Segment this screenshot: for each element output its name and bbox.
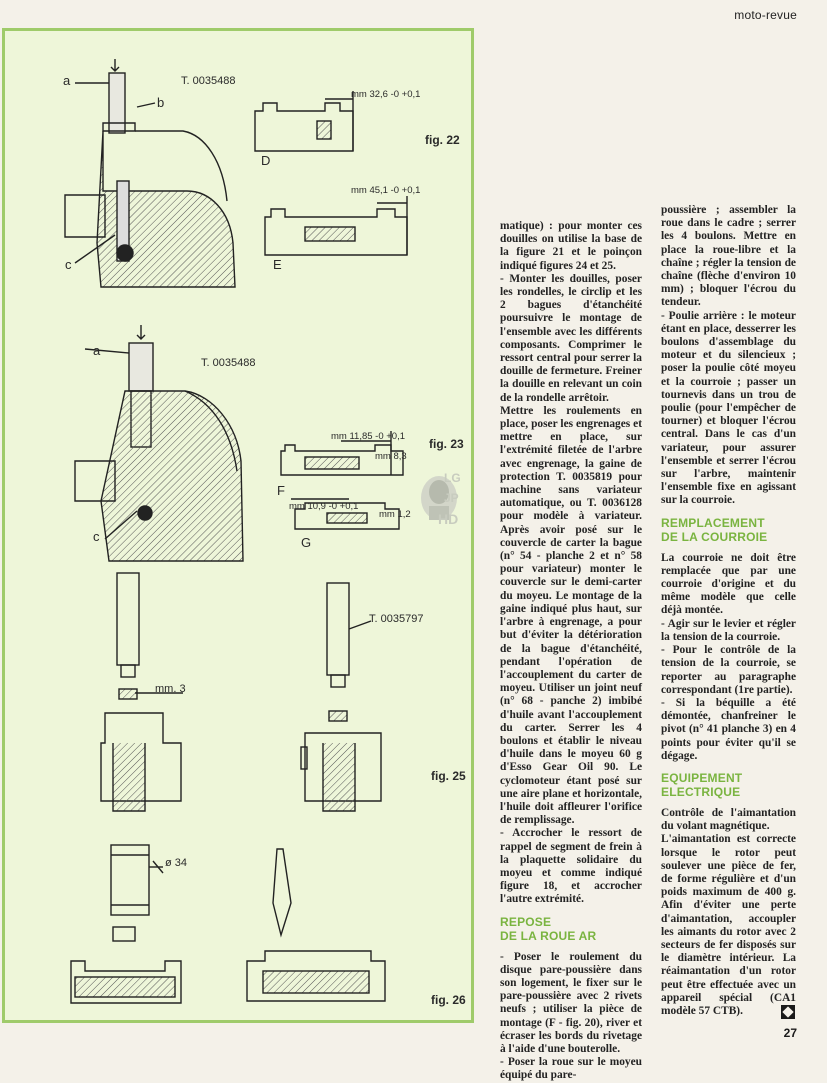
- fig26-drawing: [71, 845, 385, 1003]
- page-number: 27: [783, 1026, 797, 1040]
- svg-text:HD: HD: [438, 511, 459, 527]
- fig23-tool-ref: T. 0035488: [201, 357, 256, 369]
- paragraph: - Monter les douilles, poser les rondelles, le circlip et les 2 bagues d'étanchéité poursuivre le montage de l'ensemble avec les différents composants. Comprimer le ressort central pour serrer la douille de fermeture. Freiner la douille en relevant un coin de la rondelle arrêtoir.: [500, 272, 642, 404]
- paragraph: - Accrocher le ressort de rappel de segment de frein à la plaquette solidaire du moyeu et comme indiqué figure 18, et accrocher l'autre extrémité.: [500, 827, 642, 906]
- paragraph: - Poser le roulement du disque pare-poussière dans son logement, le fixer sur le pare-poussière avec 2 rivets neufs ; utiliser la pièce de montage (F - fig. 20), river et écraser les bords du rivetage à l'aide d'une bouterolle.: [500, 950, 642, 1055]
- fig26-dim: ø 34: [165, 857, 188, 869]
- paragraph: - Agir sur le levier et régler la tension de la courroie.: [661, 617, 796, 643]
- part-label-f: F: [277, 483, 285, 498]
- fig23-dim-g2: mm 1,2: [379, 509, 411, 520]
- fig23-dim-f: mm 11,85 -0 +0,1: [331, 431, 406, 442]
- fig23-caption: fig. 23: [429, 437, 464, 451]
- section-heading-repose-roue: REPOSE DE LA ROUE AR: [500, 914, 597, 943]
- fig23-dim-f2: mm 8,3: [375, 451, 407, 462]
- svg-text:JP: JP: [444, 491, 459, 505]
- paragraph: matique) : pour monter ces douilles on utilise la base de la figure 21 et le poinçon indiqué figures 24 et 25.: [500, 220, 642, 272]
- part-label-a: a: [93, 343, 101, 358]
- text-column-2: [661, 204, 796, 1018]
- fig22-dim-d: mm 32,6 -0 +0,1: [351, 89, 421, 100]
- paragraph: L'aimantation est correcte lorsque le rotor peut soulever une pièce de fer, de forme régulière et d'un poids maximum de 400 g. Afin d'éviter une perte d'aimantation, accoupler les aimants du rotor avec 2 secteurs de fer disposés sur le diamètre intérieur. La réaimantation d'un rotor peut être effectuée avec un appareil spécial (CA1 modèle 57 CTB).: [661, 833, 796, 1017]
- paragraph: - Poulie arrière : le moteur étant en place, desserrer les boulons d'assemblage du moteur et du silencieux ; poser la poulie côté moyeu et la courroie ; passer un tournevis dans un trou de poulie (pour l'empêcher de tourner) et bloquer l'écrou central. Dans le cas d'un variateur, pour assurer l'ensemble et serrer l'écrou sur l'arbre, maintenir l'ensemble fixe en agissant sur la courroie.: [661, 309, 796, 507]
- part-label-c: c: [65, 257, 72, 272]
- fig22-caption: fig. 22: [425, 133, 460, 147]
- magazine-brand: moto-revue: [734, 8, 797, 22]
- paragraph: Mettre les roulements en place, poser les engrenages et mettre en place, sur l'extrémité filetée de l'arbre avec engrenage, la gaine de protection T. 0035819 pour machine sans variateur automatique, ou T. 0036128 pour modèle à variateur. Après avoir posé sur le couvercle de carter la bague (n° 54 - planche 2 et n° 58 pour variateur) monter le couvercle sur le demi-carter du moyeu. Le montage de la gaine indiqué plus haut, sur l'arbre à engrenage, a pour but d'éviter la détérioration de la bague d'étanchéité, pendant l'opération de l'accouplement du carter de moyeu. Utiliser un joint neuf (n° 68 - panche 2) imbibé d'huile avant l'accouplement du carter. Serrer les 4 boulons et établir le niveau d'huile dans le moyeu 60 g d'Esso Gear Oil 90. Le cyclomoteur étant posé sur une aire plane et horizontale, l'huile doit affleurer l'orifice de remplissage.: [500, 404, 642, 827]
- technical-drawings: [5, 31, 471, 1021]
- fig25-drawing: [101, 573, 381, 811]
- part-label-d: D: [261, 153, 271, 168]
- section-heading-equipement: EQUIPEMENT ELECTRIQUE: [661, 770, 743, 799]
- text-column-1: [500, 220, 642, 1083]
- svg-text:LG: LG: [444, 471, 461, 485]
- figure-panel: [2, 28, 474, 1023]
- fig22-tool-ref: T. 0035488: [181, 75, 236, 87]
- paragraph: Contrôle de l'aimantation du volant magnétique.: [661, 806, 796, 833]
- paragraph: - Poser la roue sur le moyeu équipé du pare-: [500, 1056, 642, 1082]
- diamond-end-icon: [781, 1005, 795, 1019]
- paragraph: - Pour le contrôle de la tension de la courroie, se reporter au paragraphe correspondant (1re partie).: [661, 644, 796, 696]
- lgjphd-watermark-logo: [410, 468, 468, 532]
- part-label-c: c: [93, 529, 100, 544]
- fig22-dim-e: mm 45,1 -0 +0,1: [351, 185, 421, 196]
- part-label-b: b: [157, 95, 165, 110]
- paragraph: - Si la béquille a été démontée, chanfreiner le pivot (n° 41 planche 3) en 4 points pour éviter qu'il se dégage.: [661, 696, 796, 762]
- paragraph: La courroie ne doit être remplacée que par une courroie d'origine et du même modèle que celle déjà montée.: [661, 551, 796, 617]
- fig26-caption: fig. 26: [431, 993, 466, 1007]
- fig25-caption: fig. 25: [431, 769, 466, 783]
- fig23-dim-g: mm 10,9 -0 +0,1: [289, 501, 359, 512]
- paragraph: poussière ; assembler la roue dans le cadre ; serrer les 4 boulons. Mettre en place la roue-libre et la chaîne ; régler la tension de chaîne (flèche d'environ 10 mm) ; bloquer l'écrou du tendeur.: [661, 204, 796, 309]
- part-label-e: E: [273, 257, 282, 272]
- fig25-tool-ref: T. 0035797: [369, 613, 424, 625]
- section-heading-courroie: REMPLACEMENT DE LA COURROIE: [661, 515, 768, 544]
- part-label-a: a: [63, 73, 71, 88]
- fig25-dim: mm. 3: [155, 683, 186, 695]
- part-label-g: G: [301, 535, 312, 550]
